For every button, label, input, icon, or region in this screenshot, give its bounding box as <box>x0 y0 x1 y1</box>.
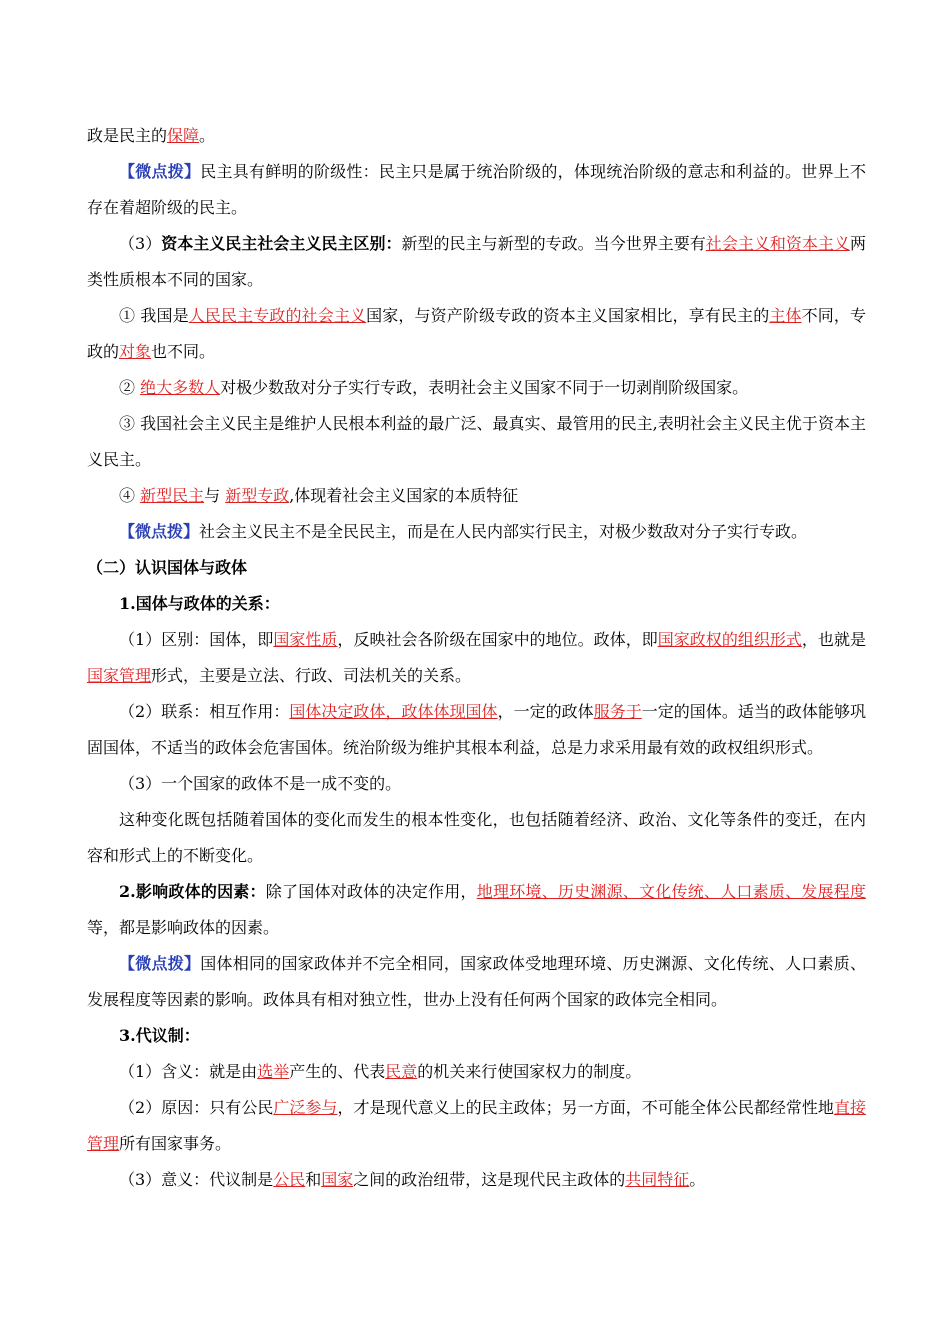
section-heading: （二）认识国体与政体 <box>87 558 248 577</box>
bold-heading: 2.影响政体的因素： <box>119 882 266 901</box>
tip-paragraph-class-nature: 【微点拨】民主具有鲜明的阶级性：民主只是属于统治阶级的，体现统治阶级的意志和利益的。世界上不存在着超阶级的民主。 <box>87 162 866 217</box>
paragraph-difference: （1）区别：国体，即国家性质，反映社会各阶级在国家中的地位。政体，即国家政权的组织形式，也就是国家管理形式，主要是立法、行政、司法机关的关系。 <box>87 630 866 685</box>
tip-paragraph-regime: 【微点拨】国体相同的国家政体并不完全相同，国家政体受地理环境、历史渊源、文化传统、人口素质、发展程度等因素的影响。政体具有相对独立性，世办上没有任何两个国家的政体完全相同。 <box>87 954 866 1009</box>
key-term: 国家性质 <box>273 630 338 649</box>
paragraph-significance: （3）意义：代议制是公民和国家之间的政治纽带，这是现代民主政体的共同特征。 <box>119 1170 706 1189</box>
list-item-4: ④ 新型民主与 新型专政,体现着社会主义国家的本质特征 <box>119 486 519 505</box>
bold-heading: 资本主义民主社会主义民主区别： <box>161 234 402 253</box>
key-term: 主体 <box>769 306 802 325</box>
key-term: 直接管理 <box>87 1098 866 1153</box>
tip-paragraph-socialist-democracy: 【微点拨】社会主义民主不是全民民主，而是在人民内部实行民主，对极少数敌对分子实行专政。 <box>119 522 808 541</box>
paragraph-change: 这种变化既包括随着国体的变化而发生的根本性变化，也包括随着经济、政治、文化等条件的变迁，在内容和形式上的不断变化。 <box>87 810 866 865</box>
key-term: 保障 <box>167 126 200 145</box>
key-term: 对象 <box>119 342 152 361</box>
paragraph-not-constant: （3）一个国家的政体不是一成不变的。 <box>119 774 402 793</box>
tip-label: 【微点拨】 <box>119 954 201 973</box>
key-term: 人民民主专政的社会主义 <box>188 306 367 325</box>
key-term: 新型民主 <box>140 486 205 505</box>
key-term: 国家 <box>321 1170 354 1189</box>
key-term: 国体决定政体，政体体现国体 <box>289 702 498 721</box>
subsection-heading-representative: 3.代议制： <box>119 1026 200 1045</box>
key-term: 国家政权的组织形式 <box>657 630 802 649</box>
paragraph-democracy-difference: （3）资本主义民主社会主义民主区别：新型的民主与新型的专政。当今世界主要有社会主义和资本主义两类性质根本不同的国家。 <box>87 234 866 289</box>
key-term: 国家管理 <box>87 666 152 685</box>
key-term: 选举 <box>257 1062 290 1081</box>
paragraph-guarantee: 政是民主的保障。 <box>87 126 216 145</box>
list-item-3: ③ 我国社会主义民主是维护人民根本利益的最广泛、最真实、最管用的民主,表明社会主义民主优于资本主义民主。 <box>87 414 866 469</box>
key-term: 民意 <box>385 1062 418 1081</box>
key-term: 绝大多数人 <box>140 378 221 397</box>
key-term: 服务于 <box>593 702 642 721</box>
paragraph-connection: （2）联系：相互作用：国体决定政体，政体体现国体，一定的政体服务于一定的国体。适当的政体能够巩固国体，不适当的政体会危害国体。统治阶级为维护其根本利益，总是力求采用最有效的政权组织形式。 <box>87 702 866 757</box>
list-item-1: ① 我国是人民民主专政的社会主义国家，与资产阶级专政的资本主义国家相比，享有民主的主体不同，专政的对象也不同。 <box>87 306 866 361</box>
paragraph-factors: 2.影响政体的因素：除了国体对政体的决定作用，地理环境、历史渊源、文化传统、人口素质、发展程度等，都是影响政体的因素。 <box>87 882 866 937</box>
key-term: 广泛参与 <box>273 1098 338 1117</box>
list-item-2: ② 绝大多数人对极少数敌对分子实行专政，表明社会主义国家不同于一切剥削阶级国家。 <box>119 378 749 397</box>
paragraph-meaning: （1）含义：就是由选举产生的、代表民意的机关来行使国家权力的制度。 <box>119 1062 642 1081</box>
key-term: 地理环境、历史渊源、文化传统、人口素质、发展程度 <box>476 882 866 901</box>
paragraph-reason: （2）原因：只有公民广泛参与，才是现代意义上的民主政体；另一方面，不可能全体公民都经常性地直接管理所有国家事务。 <box>87 1098 866 1153</box>
key-term: 新型专政 <box>225 486 290 505</box>
tip-label: 【微点拨】 <box>119 162 201 181</box>
key-term: 公民 <box>273 1170 306 1189</box>
key-term: 社会主义和资本主义 <box>705 234 850 253</box>
key-term: 共同特征 <box>625 1170 690 1189</box>
subsection-heading-relation: 1.国体与政体的关系： <box>119 594 280 613</box>
tip-label: 【微点拨】 <box>119 522 200 541</box>
